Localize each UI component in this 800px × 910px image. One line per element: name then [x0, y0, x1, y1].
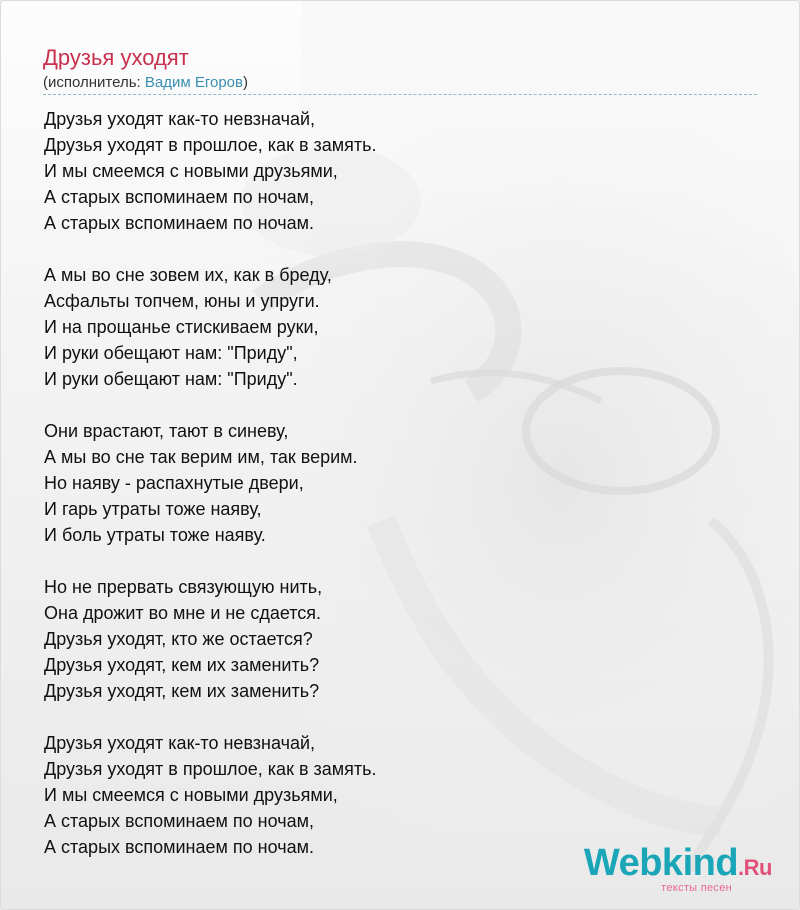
lyric-line: Друзья уходят, кем их заменить?: [44, 681, 320, 701]
stanza-3: [44, 418, 377, 548]
lyric-line: И руки обещают нам: "Приду".: [44, 369, 298, 389]
lyric-line: А старых вспоминаем по ночам.: [44, 837, 314, 857]
stanza-5: [44, 730, 377, 860]
logo-tagline: тексты песен: [661, 882, 732, 894]
lyric-line: Друзья уходят в прошлое, как в замять.: [44, 135, 377, 155]
site-logo[interactable]: [584, 843, 772, 894]
lyric-line: А мы во сне так верим им, так верим.: [44, 447, 358, 467]
lyric-line: А старых вспоминаем по ночам.: [44, 213, 314, 233]
lyric-line: И мы смеемся с новыми друзьями,: [44, 161, 338, 181]
artist-line: [43, 74, 248, 91]
lyric-line: Она дрожит во мне и не сдается.: [44, 603, 322, 623]
lyric-line: А мы во сне зовем их, как в бреду,: [44, 265, 332, 285]
lyric-line: И мы смеемся с новыми друзьями,: [44, 785, 338, 805]
stanza-4: [44, 574, 377, 704]
lyric-line: И боль утраты тоже наяву.: [44, 525, 266, 545]
lyric-line: И руки обещают нам: "Приду",: [44, 343, 298, 363]
lyric-line: И гарь утраты тоже наяву,: [44, 499, 262, 519]
artist-link[interactable]: Вадим Егоров: [144, 74, 243, 91]
lyric-line: Друзья уходят в прошлое, как в замять.: [44, 759, 377, 779]
stanza-1: [44, 106, 377, 236]
artist-suffix: ): [242, 74, 248, 91]
lyric-line: Друзья уходят, кто же остается?: [44, 629, 313, 649]
lyric-line: Асфальты топчем, юны и упруги.: [44, 291, 320, 311]
lyric-line: Но не прервать связующую нить,: [44, 577, 323, 597]
song-title: Друзья уходят: [43, 45, 189, 70]
divider: [43, 94, 757, 95]
lyrics-body: [44, 106, 377, 886]
lyric-line: А старых вспоминаем по ночам,: [44, 811, 314, 831]
lyric-line: Друзья уходят, кем их заменить?: [44, 655, 320, 675]
lyric-line: Они врастают, тают в синеву,: [44, 421, 289, 441]
artist-prefix: (исполнитель:: [43, 74, 145, 91]
stanza-2: [44, 262, 377, 392]
lyric-line: Друзья уходят как-то невзначай,: [44, 109, 316, 129]
lyric-line: И на прощанье стискиваем руки,: [44, 317, 319, 337]
lyric-line: Друзья уходят как-то невзначай,: [44, 733, 316, 753]
logo-main-text: Webkind: [583, 842, 739, 884]
lyric-line: А старых вспоминаем по ночам,: [44, 187, 314, 207]
logo-domain: .Ru: [738, 855, 772, 880]
lyric-line: Но наяву - распахнутые двери,: [44, 473, 304, 493]
